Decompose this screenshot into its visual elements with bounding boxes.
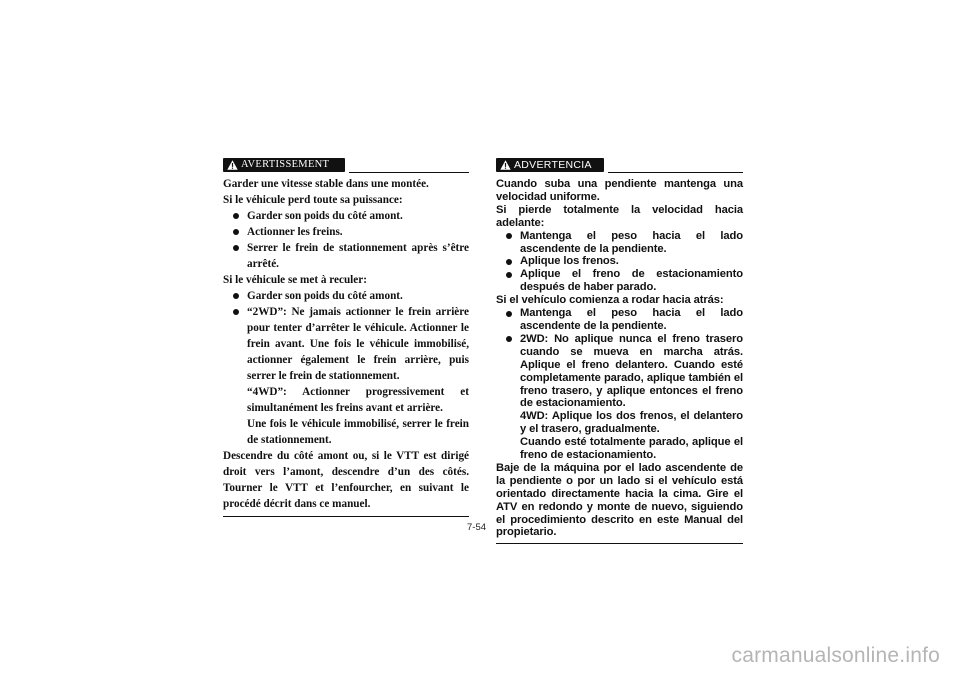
list-item: Mantenga el peso hacia el lado ascendente de la pendiente. xyxy=(496,230,743,256)
warning-triangle-icon xyxy=(500,160,511,170)
warning-section-spanish xyxy=(496,158,743,544)
list-item: Aplique los frenos. xyxy=(496,255,743,268)
warning-section-french xyxy=(223,158,469,517)
warning-header xyxy=(223,158,469,174)
warning-badge-label: AVERTISSEMENT xyxy=(241,159,330,170)
warning-badge xyxy=(496,158,604,172)
section-heading: Si le véhicule perd toute sa puissance: xyxy=(223,194,403,206)
closing-text: Baje de la máquina por el lado ascendente de la pendiente o por un lado si el vehículo está orientado directamente hacia la cima. Gire el ATV en redondo y monte de nuevo, siguiendo el procedimiento descrito en este Manual del propietario. xyxy=(496,461,743,539)
section-heading: Si le véhicule se met à reculer: xyxy=(223,274,367,286)
bullet-list xyxy=(496,230,743,295)
header-rule xyxy=(349,172,469,173)
warning-badge xyxy=(223,158,345,172)
list-item-subtext: Une fois le véhicule immobilisé, serrer le frein de stationnement. xyxy=(247,418,469,446)
list-item xyxy=(223,304,469,448)
bullet-list xyxy=(223,208,469,272)
page-number: 7-54 xyxy=(467,522,487,533)
list-item-subtext: “4WD”: Actionner progressivement et simultanément les freins avant et arrière. xyxy=(247,386,469,414)
end-rule xyxy=(223,516,469,517)
list-item: Mantenga el peso hacia el lado ascendente de la pendiente. xyxy=(496,307,743,333)
bullet-list xyxy=(223,288,469,448)
warning-triangle-icon xyxy=(227,160,238,170)
header-rule xyxy=(608,172,743,173)
intro-text: Garder une vitesse stable dans une montée. xyxy=(223,178,429,190)
list-item xyxy=(496,333,743,462)
closing-text: Descendre du côté amont ou, si le VTT est dirigé droit vers l’amont, descendre d’un des côtés. Tourner le VTT et l’enfourcher, en suivant le procédé décrit dans ce manuel. xyxy=(223,450,469,510)
end-rule xyxy=(496,543,743,544)
list-item-text: “2WD”: Ne jamais actionner le frein arrière pour tenter d’arrêter le véhicule. Actionner le frein avant. Une fois le véhicule immobilisé, actionner également le frein arrière, puis serrer le frein de stationnement. xyxy=(247,306,469,382)
warning-badge-label: ADVERTENCIA xyxy=(514,158,592,171)
list-item: Serrer le frein de stationnement après s’être arrêté. xyxy=(223,240,469,272)
list-item: Aplique el freno de estacionamiento después de haber parado. xyxy=(496,268,743,294)
list-item: Garder son poids du côté amont. xyxy=(223,288,469,304)
intro-text: Cuando suba una pendiente mantenga una velocidad uniforme. xyxy=(496,178,743,203)
section-heading: Si pierde totalmente la velocidad hacia adelante: xyxy=(496,203,743,229)
watermark: carmanualsonline.info xyxy=(731,644,940,667)
list-item-text: 2WD: No aplique nunca el freno trasero cuando se mueva en marcha atrás. Aplique el freno delantero. Cuando esté completamente parado, aplique también el freno trasero, y aplique entonces el freno de estacionamiento. xyxy=(520,332,743,410)
list-item: Garder son poids du côté amont. xyxy=(223,208,469,224)
list-item: Actionner les freins. xyxy=(223,224,469,240)
section-heading: Si el vehículo comienza a rodar hacia atrás: xyxy=(496,294,724,307)
list-item-subtext: Cuando esté totalmente parado, aplique el freno de estacionamiento. xyxy=(520,436,743,462)
list-item-subtext: 4WD: Aplique los dos frenos, el delantero y el trasero, gradualmente. xyxy=(520,410,743,436)
bullet-list xyxy=(496,307,743,462)
warning-header xyxy=(496,158,743,174)
